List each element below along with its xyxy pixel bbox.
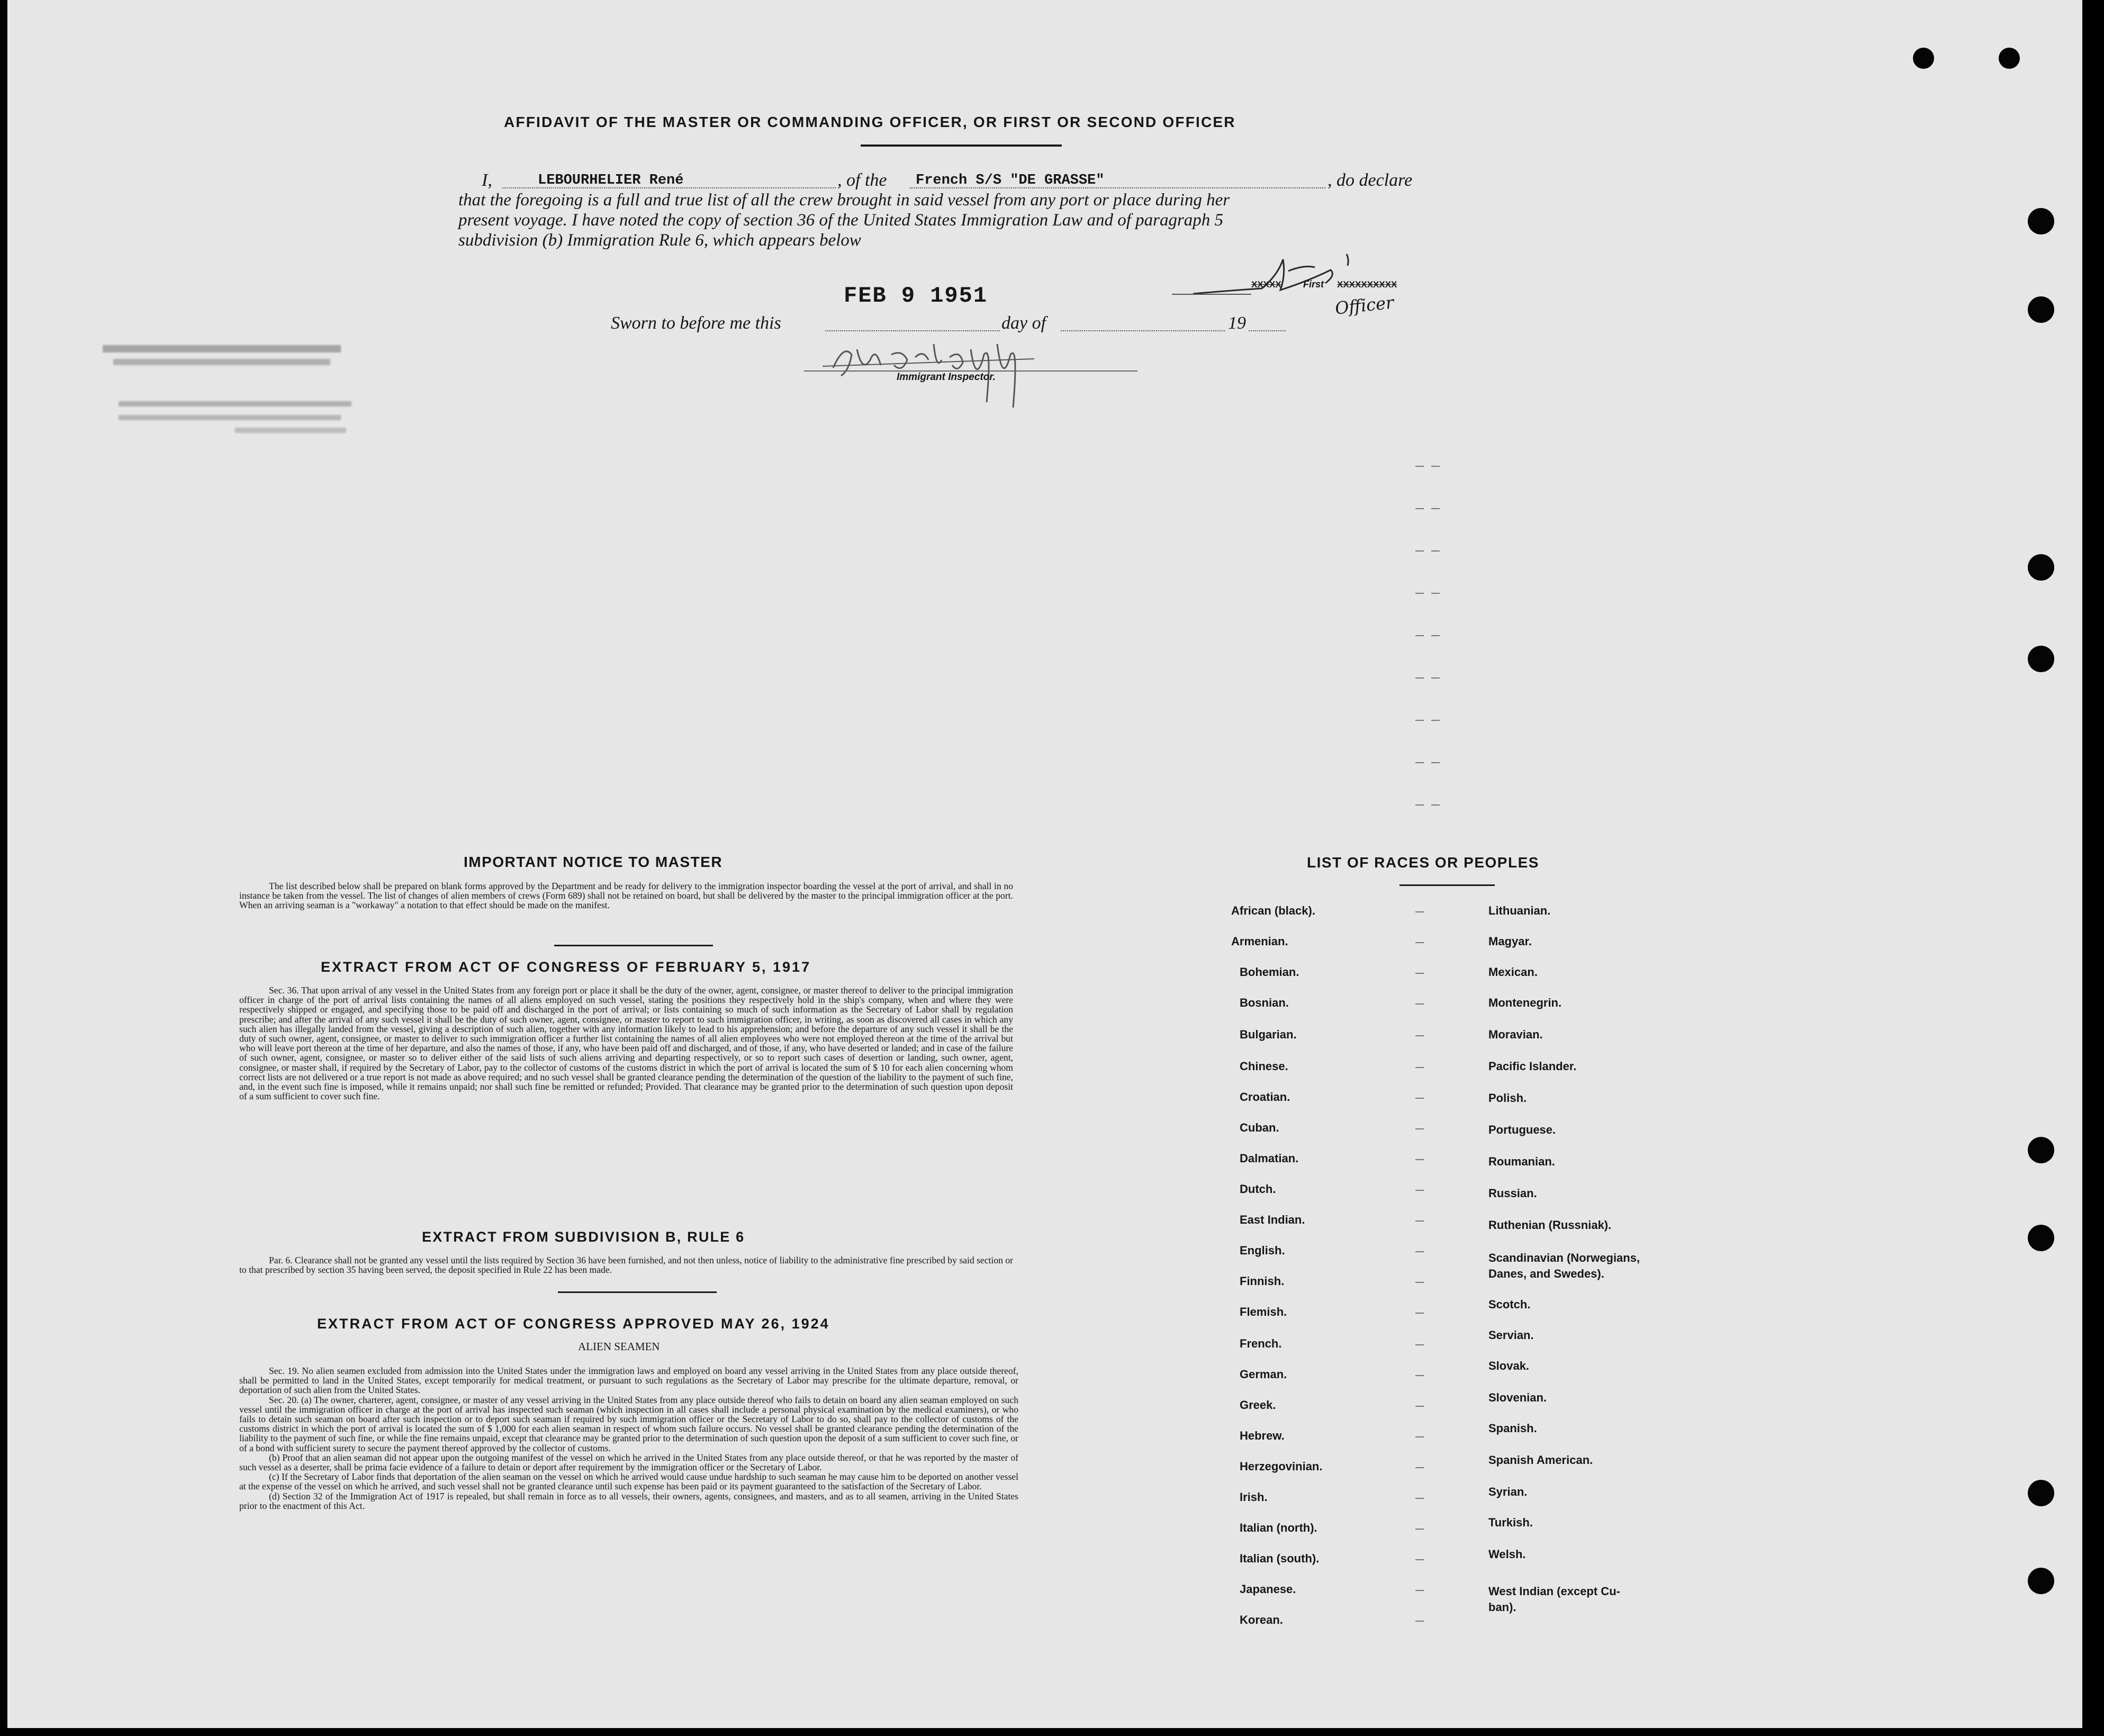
vessel-name: French S/S "DE GRASSE": [916, 173, 1105, 188]
race-dash: [1415, 1282, 1424, 1283]
race-dash: [1415, 911, 1424, 912]
race-dash: [1415, 1406, 1424, 1407]
races-rule: [1399, 884, 1495, 886]
race-item: Lithuanian.: [1488, 904, 1551, 917]
race-item: Bohemian.: [1240, 965, 1299, 979]
race-dash: [1415, 1467, 1424, 1468]
race-item: Pacific Islander.: [1488, 1060, 1577, 1073]
extract2-paragraph: Par. 6. Clearance shall not be granted any vessel until the lists required by Section 36 have been furnished, and not then unless, notice of liability to the administrative fine prescribed by said section or to that prescribed by section 35 having been served, the deposit specified in Rule 22 has been made.: [239, 1255, 1013, 1276]
race-dash: [1415, 1529, 1424, 1530]
race-item: Servian.: [1488, 1328, 1534, 1342]
race-item: Cuban.: [1240, 1121, 1279, 1134]
race-item: Spanish.: [1488, 1422, 1537, 1435]
race-item: East Indian.: [1240, 1213, 1305, 1226]
title-underline: [861, 144, 1062, 147]
race-dash: [1415, 1098, 1424, 1099]
race-dash: [1415, 1251, 1424, 1252]
declaration-line-4: subdivision (b) Immigration Rule 6, which appears below: [458, 231, 861, 250]
race-item: Italian (south).: [1240, 1552, 1320, 1565]
sworn-label: Sworn to before me this: [611, 313, 781, 333]
race-dash: [1415, 1190, 1424, 1191]
extract1-title: EXTRACT FROM ACT OF CONGRESS OF FEBRUARY 5, 1917: [321, 959, 811, 975]
race-dash: [1415, 1067, 1424, 1068]
punch-hole: [2028, 1137, 2054, 1163]
extract3-paragraph-3: (b) Proof that an alien seaman did not appear upon the outgoing manifest of the vessel on which he arrived in the United States from any place outside thereof, or that he was reported by the master of such vessel as a deserter, shall be prima facie evidence of a failure to detain or deport after requirement by the immigration officer or the Secretary of Labor.: [239, 1452, 1018, 1473]
race-item: Korean.: [1240, 1613, 1283, 1626]
officer-struck-left: XXXXX: [1251, 279, 1281, 290]
race-item: African (black).: [1231, 904, 1315, 917]
race-item: Herzegovinian.: [1240, 1460, 1323, 1473]
race-item: Armenian.: [1231, 935, 1288, 948]
extract3-paragraph-4: (c) If the Secretary of Labor finds that deportation of the alien seaman on the vessel on which he arrived would cause undue hardship to such seaman he may cause him to be deported on another vessel at the expense of the vessel on which he arrived, and such vessel shall not be granted clearance until such expense has been paid or its payment guaranteed to the satisfaction of the Secretary of Labor.: [239, 1471, 1018, 1492]
punch-hole: [2028, 1480, 2054, 1506]
race-item: Slovak.: [1488, 1359, 1530, 1372]
document-page: [7, 0, 2082, 1728]
race-dash: [1415, 1436, 1424, 1437]
date-stamp: FEB 9 1951: [844, 283, 988, 309]
race-dash: [1415, 1220, 1424, 1222]
race-dash: [1415, 942, 1424, 943]
race-dash: [1415, 1344, 1424, 1345]
officer-struck-right: XXXXXXXXXX: [1337, 279, 1397, 290]
race-item: Russian.: [1488, 1187, 1537, 1200]
declaration-line-2: that the foregoing is a full and true list of all the crew brought in said vessel from any port or place during her: [458, 191, 1230, 210]
extract3-title: EXTRACT FROM ACT OF CONGRESS APPROVED MAY 26, 1924: [317, 1316, 830, 1332]
extract3-paragraph-1: Sec. 19. No alien seamen excluded from admission into the United States under the immigration laws and employed on board any vessel arriving in the United States from any place outside thereof, shall be permitted to land in the United States, except temporarily for medical treatment, or pursuant to such regulations as the Secretary of Labor may prescribe for the ultimate departure, removal, or deportation of such alien from the United States.: [239, 1366, 1018, 1396]
race-item: Syrian.: [1488, 1485, 1528, 1498]
race-item: Scotch.: [1488, 1298, 1531, 1311]
race-dash: [1415, 1621, 1424, 1622]
race-item: Roumanian.: [1488, 1155, 1555, 1168]
race-dash: [1415, 1128, 1424, 1129]
race-item: French.: [1240, 1337, 1282, 1350]
extract3-subtitle: ALIEN SEAMEN: [578, 1340, 660, 1353]
race-item: Hebrew.: [1240, 1429, 1285, 1442]
day-of-label: day of: [1001, 313, 1046, 333]
extract2-rule: [558, 1291, 717, 1293]
of-the-label: , of the: [837, 170, 887, 190]
officer-handwritten: Officer: [1334, 292, 1395, 319]
race-item: Magyar.: [1488, 935, 1532, 948]
inspector-signature: [801, 323, 1140, 413]
race-item: English.: [1240, 1244, 1285, 1257]
punch-hole: [1913, 48, 1934, 69]
extract1-text: [239, 985, 1013, 1101]
race-item: Bosnian.: [1240, 996, 1289, 1009]
punch-hole: [2028, 646, 2054, 672]
race-item: Spanish American.: [1488, 1453, 1593, 1467]
race-item: Dalmatian.: [1240, 1152, 1299, 1165]
race-item: Slovenian.: [1488, 1391, 1547, 1404]
race-item: Montenegrin.: [1488, 996, 1562, 1009]
affidavit-title: AFFIDAVIT OF THE MASTER OR COMMANDING OFFICER, OR FIRST OR SECOND OFFICER: [504, 114, 1236, 130]
notice-rule: [554, 945, 713, 946]
master-name: LEBOURHELIER René: [538, 173, 684, 188]
race-item: Polish.: [1488, 1091, 1527, 1105]
race-item: Dutch.: [1240, 1182, 1276, 1196]
race-item: Welsh.: [1488, 1548, 1526, 1561]
race-dash: [1415, 1003, 1424, 1005]
race-item: Italian (north).: [1240, 1521, 1317, 1534]
punch-hole: [1999, 48, 2020, 69]
race-item: Portuguese.: [1488, 1123, 1556, 1136]
race-item: German.: [1240, 1368, 1287, 1381]
i-label: I,: [482, 170, 492, 190]
punch-hole: [2028, 1568, 2054, 1594]
officer-title: First: [1303, 279, 1324, 290]
extract1-paragraph: Sec. 36. That upon arrival of any vessel in the United States from any foreign port or place it shall be the duty of the owner, agent, consignee, or master thereof to deliver to the principal immigration officer in charge of the port of arrival lists containing the names of all aliens employed on such vessel, stating the positions they respectively hold in the ship's company, when and where they were respectively shipped or engaged, and specifying those to be paid off and discharged in the port of arrival; or lists containing so much of such information as the Secretary of Labor shall by regulation prescribe; and after the arrival of any such vessel it shall be the duty of such owner, agent, consignee, or master to report to such immigration officer, in writing, as soon as discovered all cases in which any such alien has illegally landed from the vessel, giving a description of such alien, together with any information likely to lead to his apprehension; and before the departure of any such vessel it shall be the duty of such owner, agent, consignee, or master to deliver to such immigration officer a further list containing the names of all alien employees who were not employed thereon at the time of the arrival but who will leave port thereon at the time of her departure, and also the names of those, if any, who have been paid off and discharged, and of those, if any, who have deserted or landed; and in case of the failure of such owner, agent, consignee, or master so to deliver either of the said lists of such aliens arriving and departing respectively, or so to report such cases of desertion or landing, such owner, agent, consignee, or master shall, if required by the Secretary of Labor, pay to the collector of customs of the customs district in which the port of arrival is located the sum of $ 10 for each alien concerning whom correct lists are not delivered or a true report is not made as above required; and no such vessel shall be granted clearance pending the determination of the question of the liability to the payment of such fine, and, in the event such fine is imposed, while it remains unpaid; nor shall such fine be remitted or refunded; Provided. That clearance may be granted prior to the determination of such question upon deposit of a sum sufficient to cover such fine.: [239, 985, 1013, 1102]
year-prefix: 19: [1228, 313, 1246, 333]
race-item: West Indian (except Cu- ban).: [1488, 1585, 1620, 1614]
extract2-text: [239, 1255, 1013, 1274]
race-item: Greek.: [1240, 1398, 1276, 1412]
punch-hole: [2028, 208, 2054, 234]
race-item: Croatian.: [1240, 1090, 1290, 1104]
race-item: Mexican.: [1488, 965, 1538, 979]
punch-hole: [2028, 296, 2054, 323]
punch-hole: [2028, 554, 2054, 581]
race-dash: [1415, 1498, 1424, 1499]
do-declare-label: , do declare: [1328, 170, 1413, 190]
race-dash: [1415, 1313, 1424, 1314]
races-title: LIST OF RACES OR PEOPLES: [1307, 854, 1539, 871]
race-dash: [1415, 1590, 1424, 1591]
extract3-text: [239, 1366, 1018, 1511]
name-fill-line: [502, 187, 836, 188]
notice-title: IMPORTANT NOTICE TO MASTER: [464, 854, 723, 870]
extract3-paragraph-5: (d) Section 32 of the Immigration Act of 1917 is repealed, but shall remain in force as to all vessels, their owners, agents, consignees, and masters, and as to all seamen, arriving in the United States prior to the enactment of this Act.: [239, 1490, 1018, 1511]
race-item: Chinese.: [1240, 1060, 1288, 1073]
race-dash: [1415, 1559, 1424, 1560]
notice-text: [239, 881, 1013, 910]
sworn-year-line: [1249, 330, 1286, 331]
race-dash: [1415, 973, 1424, 974]
race-item: Flemish.: [1240, 1305, 1287, 1318]
vessel-fill-line: [910, 187, 1325, 188]
race-item: Irish.: [1240, 1490, 1268, 1504]
race-item: Japanese.: [1240, 1583, 1296, 1596]
race-item: Turkish.: [1488, 1516, 1533, 1529]
notice-paragraph: The list described below shall be prepared on blank forms approved by the Department and be ready for delivery to the immigration inspector boarding the vessel at the port of arrival, and shall in no instance be taken from the vessel. The list of changes of alien members of crews (Form 689) shall not be retained on board, but shall be delivered by the master to the principal immigration officer at the port. When an arriving seaman is a "workaway" a notation to that effect should be made on the manifest.: [239, 881, 1013, 911]
race-item: Ruthenian (Russniak).: [1488, 1218, 1612, 1232]
race-item: Finnish.: [1240, 1274, 1285, 1288]
punch-hole: [2028, 1225, 2054, 1251]
inspector-label: Immigrant Inspector.: [897, 372, 996, 383]
race-dash: [1415, 1375, 1424, 1376]
declaration-line-3: present voyage. I have noted the copy of section 36 of the United States Immigration Law and of paragraph 5: [458, 211, 1224, 230]
race-dash: [1415, 1035, 1424, 1036]
race-item: Bulgarian.: [1240, 1028, 1297, 1041]
extract3-paragraph-2: Sec. 20. (a) The owner, charterer, agent, consignee, or master of any vessel arriving in the United States from any place outside thereof who fails to detain on board any alien seaman employed on such vessel until the immigration officer in charge at the port of arrival has inspected such seaman (which inspection in all cases shall include a personal physical examination by the medical examiners), or who fails to detain such seaman on board after such inspection or to deport such seaman if required by such immigration officer or the Secretary of Labor to do so, shall pay to the collector of customs of the customs district in which the port of arrival is located the sum of $ 1,000 for each alien seaman in respect of whom such failure occurs. No vessel shall be granted clearance pending the determination of the liability to the payment of such fine, or while the fine remains unpaid, except that clearance may be granted prior to the determination of such question upon the deposit of a sum sufficient to cover such fine, or of a bond with sufficient surety to secure the payment thereof approved by the collector of customs.: [239, 1394, 1018, 1453]
extract2-title: EXTRACT FROM SUBDIVISION B, RULE 6: [422, 1229, 745, 1245]
race-item: Moravian.: [1488, 1028, 1543, 1041]
race-dash: [1415, 1159, 1424, 1160]
race-item: Scandinavian (Norwegians, Danes, and Swedes).: [1488, 1251, 1640, 1280]
